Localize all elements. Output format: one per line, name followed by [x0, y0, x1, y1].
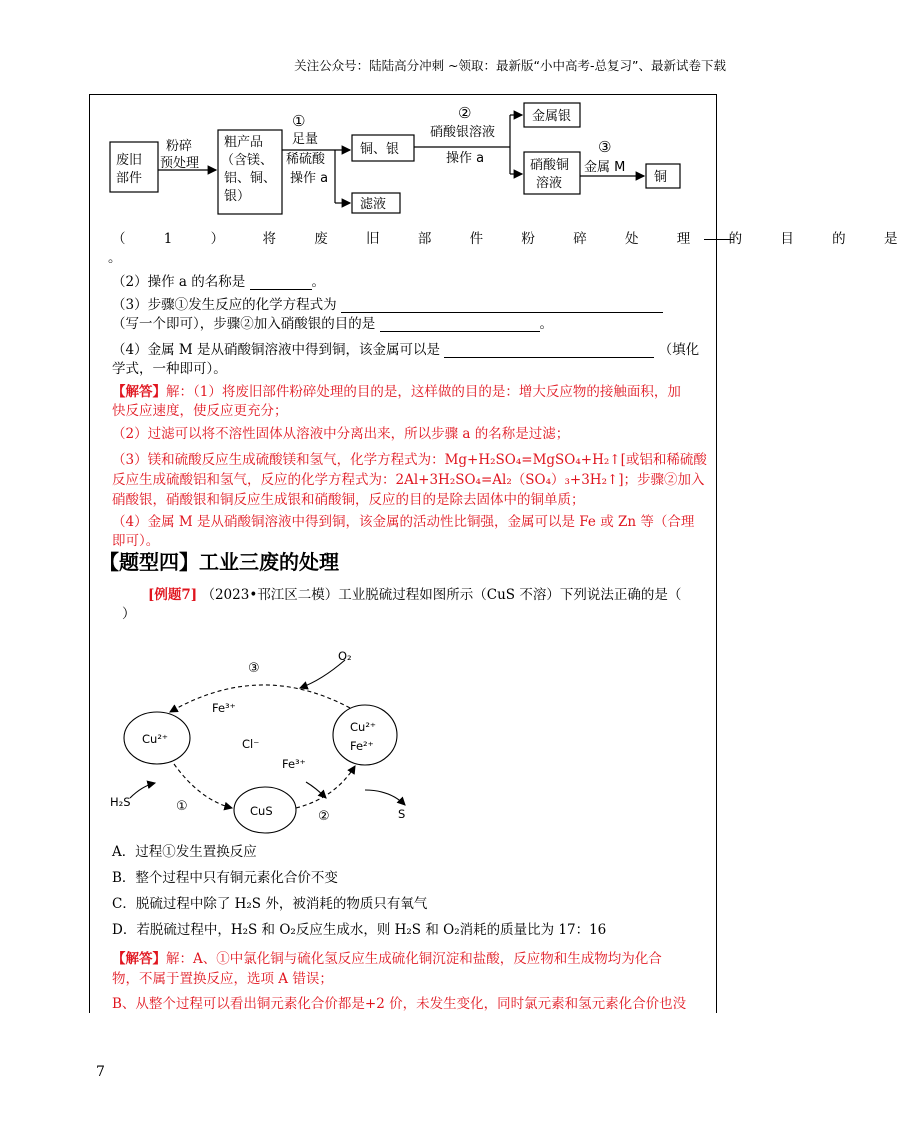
section-title: 【题型四】工业三废的处理: [99, 550, 339, 574]
flow-step3-label: 金属 M: [584, 160, 626, 175]
flow-crush-l2: 预处理: [160, 156, 200, 171]
answer-4b: 即可）。: [112, 533, 160, 549]
question-3a: （3）步骤①发生反应的化学方程式为: [112, 293, 663, 313]
process-flowchart: [100, 100, 720, 225]
answer-3c: 硝酸银，硝酸银和铜反应生成银和硝酸铜，反应的目的是除去固体中的铜单质；: [112, 492, 585, 508]
question-3b: （写一个即可），步骤②加入硝酸银的目的是 。: [112, 316, 554, 332]
cycle-fe2-right: Fe²⁺: [350, 739, 374, 753]
flow-step1-num: ①: [292, 112, 306, 130]
flow-step2-l2: 操作 a: [446, 151, 485, 166]
flow-cu-nitrate-l2: 溶液: [536, 176, 563, 191]
option-d: D．若脱硫过程中，H₂S 和 O₂反应生成水，则 H₂S 和 O₂消耗的质量比为 17：16: [112, 922, 607, 938]
question-1: （ 1 ） 将 废 旧 部 件 粉 碎 处 理 的 目 的 是: [112, 231, 914, 247]
answer-4a: （4）金属 M 是从硝酸铜溶液中得到铜，该金属的活动性比铜强，金属可以是 Fe 或 Zn 等（合理: [112, 514, 695, 530]
flow-cu-nitrate-l1: 硝酸铜: [530, 158, 570, 173]
flow-start-l2: 部件: [116, 171, 143, 186]
cycle-step2: ②: [318, 809, 330, 824]
flow-step1-l1: 足量: [292, 132, 319, 147]
flow-crude-l1: 粗产品: [224, 135, 264, 150]
answer-2: （2）过滤可以将不溶性固体从溶液中分离出来，所以步骤 a 的名称是过滤；: [112, 426, 570, 442]
cycle-cl: Cl⁻: [242, 737, 260, 751]
question-4b: 学式，一种即可）。: [112, 361, 227, 377]
flow-crude-l3: 铝、铜、: [224, 171, 277, 186]
question-1-end: 。: [108, 250, 122, 266]
header-banner: 关注公众号：陆陆高分冲刺 ~领取：最新版“小中高考-总复习”、最新试卷下载: [294, 58, 726, 73]
option-c: C．脱硫过程中除了 H₂S 外，被消耗的物质只有氧气: [112, 896, 428, 912]
flow-step3-num: ③: [598, 138, 612, 156]
flow-step1-l3: 操作 a: [290, 171, 329, 186]
flow-filtrate: 滤液: [360, 197, 387, 212]
flow-crude-l2: （含镁、: [221, 153, 274, 168]
flow-step2-num: ②: [458, 104, 472, 122]
option-a: A．过程①发生置换反应: [112, 844, 257, 860]
question-2: （2）操作 a 的名称是 。: [112, 274, 326, 290]
flow-step2-l1: 硝酸银溶液: [430, 125, 496, 140]
answer-1b: 快反应速度，使反应更充分；: [112, 403, 288, 419]
flow-step1-l2: 稀硫酸: [286, 152, 326, 167]
answer-1a: 【解答】解：（1）将废旧部件粉碎处理的目的是，这样做的目的是：增大反应物的接触面积，加: [112, 384, 681, 400]
desulfurization-cycle-diagram: [100, 640, 440, 840]
flow-copper: 铜: [654, 170, 668, 185]
option-b: B．整个过程中只有铜元素化合价不变: [112, 870, 338, 886]
example-7-close: ）: [122, 606, 136, 622]
cycle-cu2-right: Cu²⁺: [350, 720, 376, 734]
flow-crude-l4: 银）: [224, 189, 251, 204]
cycle-fe3-mid: Fe³⁺: [282, 757, 306, 771]
page-number: 7: [96, 1064, 105, 1080]
answer2-a: 【解答】解：A、①中氯化铜与硫化氢反应生成硫化铜沉淀和盐酸，反应物和生成物均为化合: [112, 951, 662, 967]
cycle-step1: ①: [176, 799, 188, 814]
answer2-b: B、从整个过程可以看出铜元素化合价都是+2 价，未发生变化，同时氯元素和氢元素化合价也没: [112, 996, 687, 1012]
cycle-node-cu-fe: [333, 705, 397, 765]
flow-crush-l1: 粉碎: [166, 139, 193, 154]
flow-start-l1: 废旧: [116, 153, 143, 168]
cycle-cus: CuS: [250, 804, 273, 818]
cycle-o2: O₂: [338, 649, 352, 663]
answer-3b: 反应生成硫酸铝和氢气，反应的化学方程式为：2Al+3H₂SO₄=Al₂（SO₄）₃+3H₂↑]；步骤②加入: [112, 472, 705, 488]
cycle-fe3-top: Fe³⁺: [212, 701, 236, 715]
flow-cu-ag: 铜、银: [360, 142, 400, 157]
cycle-s: S: [398, 807, 406, 821]
cycle-h2s: H₂S: [110, 795, 131, 809]
cycle-cu2-left: Cu²⁺: [142, 732, 168, 746]
example-7: [例题7] （2023•邗江区二模）工业脱硫过程如图所示（CuS 不溶）下列说法正确的是（: [148, 587, 682, 603]
flow-metal-ag: 金属银: [532, 109, 572, 124]
answer2-a2: 物，不属于置换反应，选项 A 错误；: [112, 971, 333, 987]
question-4: （4）金属 M 是从硝酸铜溶液中得到铜，该金属可以是 （填化: [112, 342, 700, 358]
cycle-step3: ③: [248, 661, 260, 676]
answer-3a: （3）镁和硫酸反应生成硫酸镁和氢气，化学方程式为：Mg+H₂SO₄=MgSO₄+H₂↑[或铝和稀硫酸: [112, 452, 707, 468]
